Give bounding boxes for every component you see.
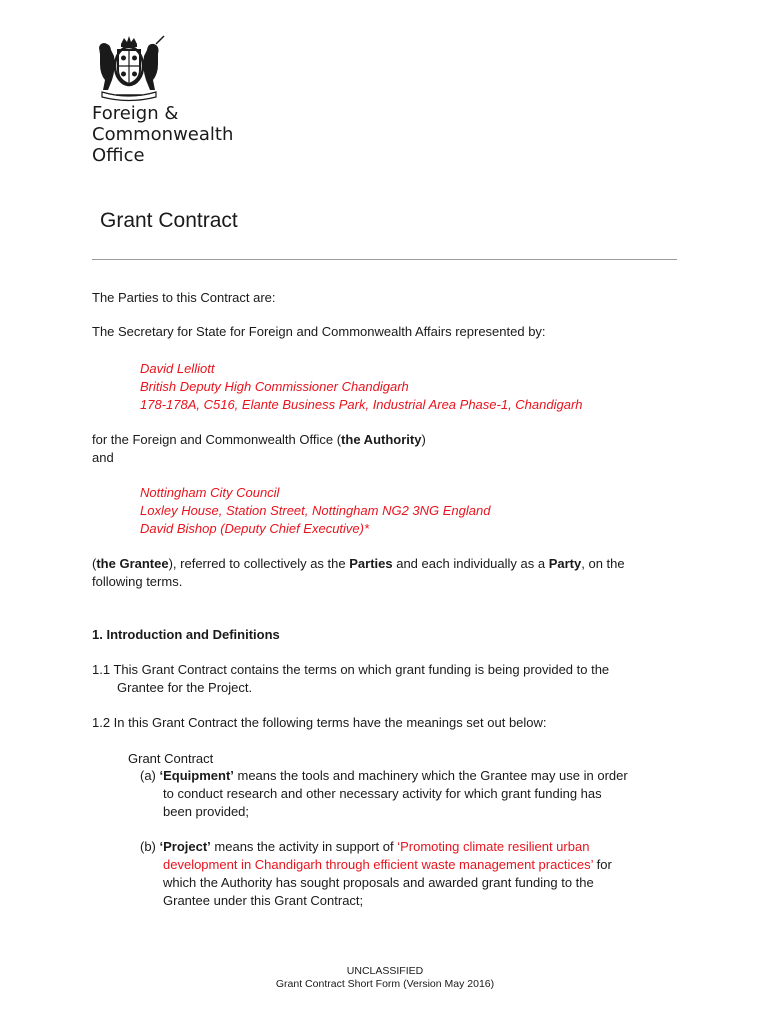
definition-equipment	[140, 767, 628, 785]
secretary-line: The Secretary for State for Foreign and Commonwealth Affairs represented by:	[92, 324, 546, 339]
grantee-line-open: (	[92, 556, 97, 571]
grantee-line-end: , on the	[581, 556, 625, 571]
item-label: (a)	[140, 768, 160, 783]
definition-project-line-4: Grantee under this Grant Contract;	[163, 893, 364, 908]
parties-intro: The Parties to this Contract are:	[92, 290, 276, 305]
authority-term: the Authority	[341, 432, 422, 447]
document-title: Grant Contract	[100, 209, 238, 232]
footer-form-version: Grant Contract Short Form (Version May 2016)	[275, 978, 495, 990]
authority-line-prefix: for the Foreign and Commonwealth Office (	[92, 432, 342, 447]
project-term: ‘Project’	[159, 839, 211, 854]
definition-project	[140, 838, 589, 856]
party-term: Party	[548, 556, 582, 571]
definition-equipment-line-3: been provided;	[163, 804, 250, 819]
grantee-line	[92, 555, 625, 573]
equipment-term: ‘Equipment’	[159, 768, 234, 783]
section-1-heading: 1. Introduction and Definitions	[92, 627, 280, 642]
authority-rep-address: 178-178A, C516, Elante Business Park, Industrial Area Phase-1, Chandigarh	[140, 397, 583, 412]
project-title-part-1: ‘Promoting climate resilient urban	[397, 839, 590, 854]
item-label: (b)	[140, 839, 160, 854]
parties-term: Parties	[349, 556, 393, 571]
footer-classification: UNCLASSIFIED	[346, 965, 424, 977]
grantee-rep-name: Nottingham City Council	[140, 485, 280, 500]
project-title-part-2: development in Chandigarh through efficient waste management practices’	[163, 857, 593, 872]
grantee-line-mid1: ), referred to collectively as the	[168, 556, 350, 571]
definition-project-line-2	[163, 856, 612, 874]
item-text: means the tools and machinery which the Grantee may use in order	[233, 768, 628, 783]
item-text: means the activity in support of	[210, 839, 398, 854]
authority-line-suffix: )	[421, 432, 426, 447]
org-line: Commonwealth	[92, 124, 234, 145]
title-divider	[92, 259, 677, 260]
authority-line	[92, 431, 426, 449]
definitions-subheading: Grant Contract	[128, 751, 214, 766]
authority-rep-role: British Deputy High Commissioner Chandigarh	[140, 379, 409, 394]
item-text: for	[592, 857, 612, 872]
grantee-rep-signatory: David Bishop (Deputy Chief Executive)*	[140, 521, 370, 536]
grantee-rep-address: Loxley House, Station Street, Nottingham NG2 3NG England	[140, 503, 491, 518]
grantee-line-2: following terms.	[92, 574, 183, 589]
org-line: Office	[92, 145, 145, 166]
definition-equipment-line-2: to conduct research and other necessary activity for which grant funding has	[163, 786, 602, 801]
clause-1-1: 1.1 This Grant Contract contains the terms on which grant funding is being provided to the	[92, 662, 610, 677]
clause-1-2: 1.2 In this Grant Contract the following terms have the meanings set out below:	[92, 715, 547, 730]
grantee-term: the Grantee	[96, 556, 169, 571]
royal-coat-of-arms-icon	[90, 34, 168, 102]
clause-1-1-continued: Grantee for the Project.	[117, 680, 253, 695]
and-connector: and	[92, 450, 114, 465]
org-line: Foreign &	[92, 103, 179, 124]
organization-logotype	[92, 103, 233, 166]
authority-rep-name: David Lelliott	[140, 361, 215, 376]
grantee-line-mid2: and each individually as a	[392, 556, 549, 571]
definition-project-line-3: which the Authority has sought proposals and awarded grant funding to the	[163, 875, 594, 890]
